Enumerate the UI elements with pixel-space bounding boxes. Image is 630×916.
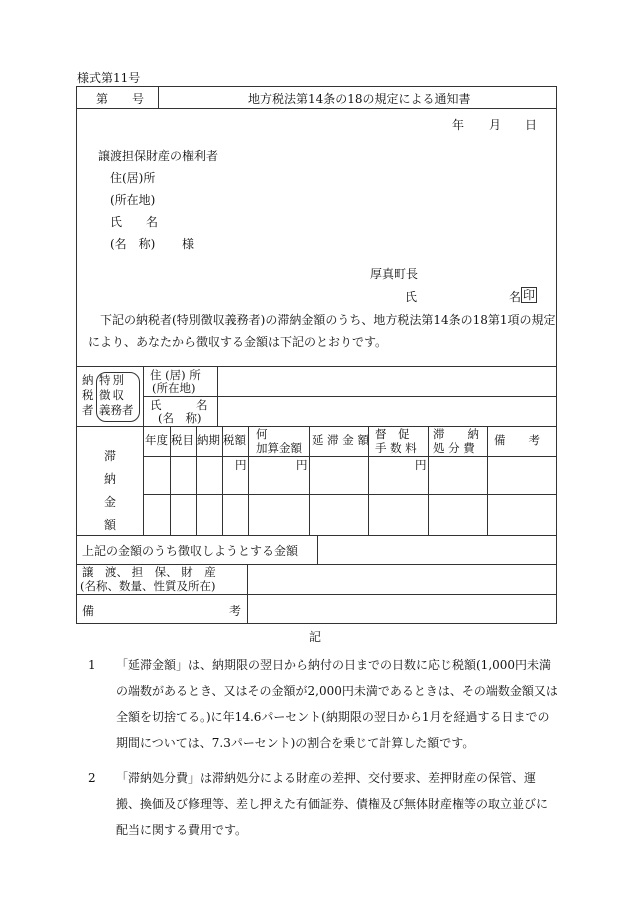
taxpayer-name-alt-label: (名 称) bbox=[158, 411, 202, 425]
yen-unit-tax: 円 bbox=[235, 458, 247, 472]
arrears-side-label-2: 納 bbox=[104, 472, 117, 486]
col-tax-amount: 税額 bbox=[223, 433, 246, 447]
form-number: 様式第11号 bbox=[77, 71, 141, 85]
taxpayer-name-label: 氏 名 bbox=[150, 398, 208, 412]
col-year: 年度 bbox=[145, 433, 168, 447]
property-label-1: 譲 渡、 担 保、 財 産 bbox=[82, 565, 216, 579]
taxpayer-label-sha: 者 bbox=[82, 403, 94, 417]
addressee-name: 氏 名 bbox=[110, 215, 159, 229]
addressee-name-alt: (名 称) bbox=[110, 237, 156, 251]
note-1-number: 1 bbox=[88, 658, 96, 672]
collect-amount-label: 上記の金額のうち徴収しようとする金額 bbox=[82, 544, 299, 558]
remarks-label-1: 備 bbox=[82, 604, 95, 618]
taxpayer-label-withholder-1: 特別 bbox=[99, 373, 126, 387]
col-additional-1: 何 bbox=[256, 427, 268, 441]
sender-name-left: 氏 bbox=[405, 290, 418, 304]
taxpayer-label-withholder-3: 義務者 bbox=[99, 403, 134, 417]
addressee-honorific: 様 bbox=[182, 237, 195, 251]
remarks-label-2: 考 bbox=[229, 604, 242, 618]
sender-title: 厚真町長 bbox=[370, 267, 419, 281]
sender-name-right: 名 bbox=[509, 290, 522, 304]
taxpayer-label-withholder-2: 徴収 bbox=[99, 388, 126, 402]
note-2-number: 2 bbox=[88, 771, 96, 785]
col-additional-2: 加算金額 bbox=[256, 441, 302, 455]
col-due: 納期 bbox=[197, 433, 220, 447]
addressee-location: (所在地) bbox=[110, 193, 156, 207]
ki-heading: 記 bbox=[309, 630, 322, 644]
col-remarks: 備 考 bbox=[494, 433, 540, 447]
notice-title: 地方税法第14条の18の規定による通知書 bbox=[248, 92, 471, 106]
taxpayer-label-nou: 納 bbox=[82, 373, 94, 387]
taxpayer-address-label: 住 (居) 所 bbox=[150, 368, 201, 382]
notice-number-label: 第 号 bbox=[96, 92, 145, 106]
date-month: 月 bbox=[489, 118, 502, 132]
property-label-2: (名称、数量、性質及所在) bbox=[80, 579, 216, 593]
note-1-text: 「延滞金額」は、納期限の翌日から納付の日までの日数に応じ税額(1,000円未満の端数があるとき、又はその金額が2,000円未満であるときは、その端数金額又は全額を切捨てる。)に年14.6パーセント(納期限の翌日から1月を経過する日までの期間については、7.3パーセント)の割合を乗じて計算した額です。 bbox=[116, 658, 558, 750]
col-disposition-fee-1: 滞 納 bbox=[433, 427, 479, 441]
note-1 bbox=[88, 652, 558, 756]
addressee-heading: 譲渡担保財産の権利者 bbox=[98, 149, 219, 163]
seal-icon: 印 bbox=[522, 288, 535, 302]
date-day: 日 bbox=[525, 118, 538, 132]
col-tax-item: 税目 bbox=[171, 433, 194, 447]
taxpayer-location-label: (所在地) bbox=[152, 381, 196, 395]
addressee-address: 住(居)所 bbox=[110, 171, 156, 185]
arrears-side-label-4: 額 bbox=[104, 518, 117, 532]
col-disposition-fee-2: 処 分 費 bbox=[433, 441, 475, 455]
note-2-text: 「滞納処分費」は滞納処分による財産の差押、交付要求、差押財産の保管、運搬、換価及び修理等、差し押えた有価証券、債権及び無体財産権等の取立並びに配当に関する費用です。 bbox=[116, 771, 549, 837]
body-text-line-2: により、あなたから徴収する金額は下記のとおりです。 bbox=[88, 335, 388, 349]
arrears-side-label-3: 金 bbox=[104, 495, 117, 509]
col-reminder-fee-2: 手 数 料 bbox=[375, 441, 417, 455]
col-late-fee: 延 滞 金 額 bbox=[312, 433, 369, 447]
note-2 bbox=[88, 765, 558, 843]
yen-unit-additional: 円 bbox=[296, 458, 308, 472]
taxpayer-label-zei: 税 bbox=[82, 388, 94, 402]
col-reminder-fee-1: 督 促 bbox=[375, 427, 410, 441]
yen-unit-reminder: 円 bbox=[415, 458, 427, 472]
body-text-line-1: 下記の納税者(特別徴収義務者)の滞納金額のうち、地方税法第14条の18第1項の規定 bbox=[100, 313, 556, 327]
date-year: 年 bbox=[452, 118, 465, 132]
arrears-side-label-1: 滞 bbox=[104, 449, 117, 463]
